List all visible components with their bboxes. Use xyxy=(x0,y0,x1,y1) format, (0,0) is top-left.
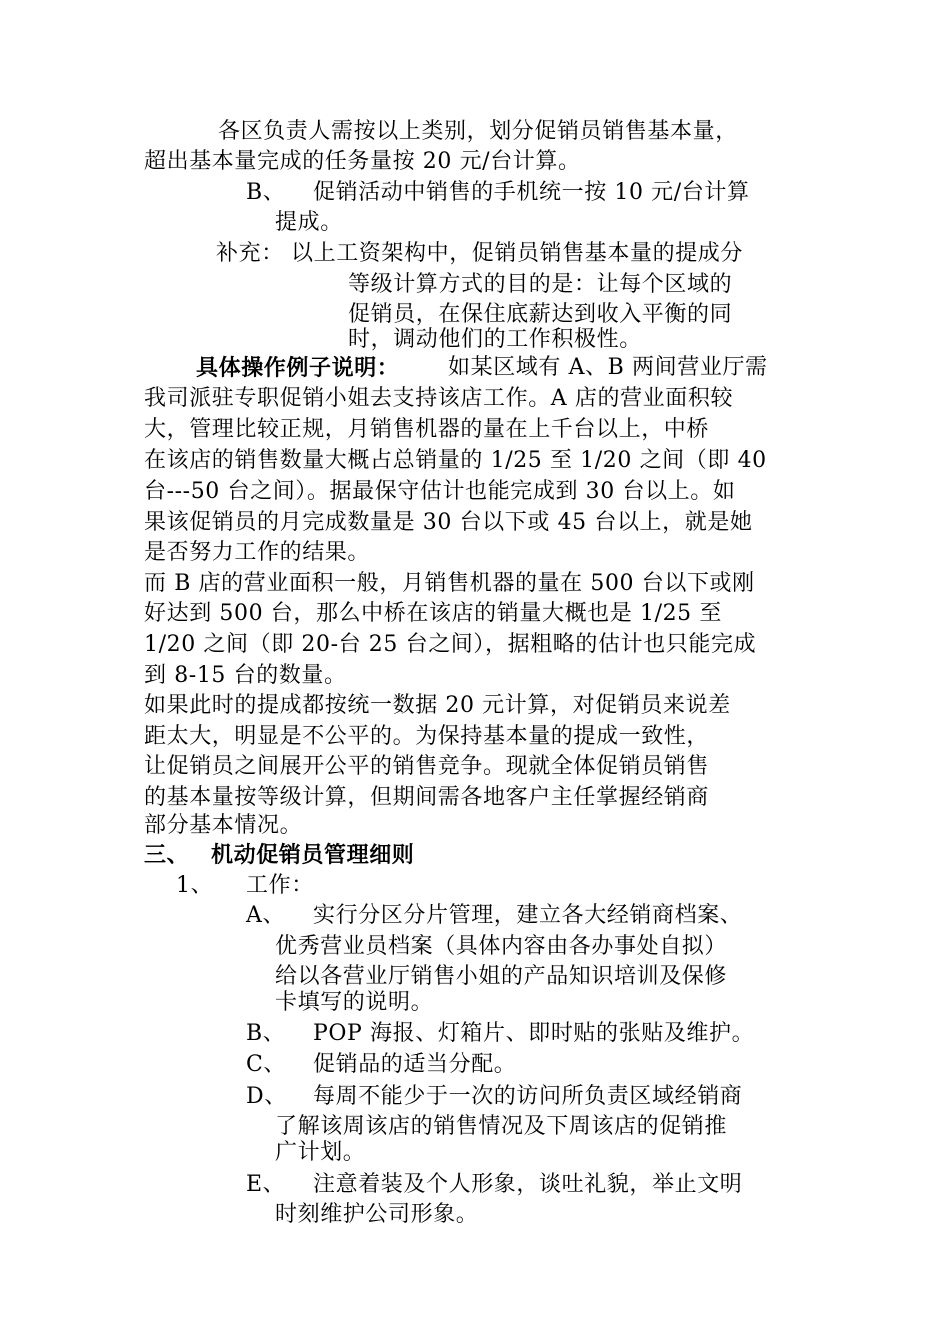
list-title: 工作： xyxy=(246,873,314,898)
list-item-line: 实行分区分片管理，建立各大经销商档案、 xyxy=(313,903,743,928)
list-marker: E、 xyxy=(246,1172,286,1197)
paragraph-line: 好达到 500 台，那么中桥在该店的销量大概也是 1/25 至 xyxy=(144,601,722,626)
paragraph-line: 各区负责人需按以上类别，划分促销员销售基本量， xyxy=(218,119,738,144)
list-item-line: 促销品的适当分配。 xyxy=(313,1052,517,1077)
paragraph-line: 超出基本量完成的任务量按 20 元/台计算。 xyxy=(144,149,581,174)
list-item-line: 注意着装及个人形象，谈吐礼貌，举止文明 xyxy=(313,1172,743,1197)
paragraph-line: 是否努力工作的结果。 xyxy=(144,540,371,565)
paragraph-line: 在该店的销售数量大概占总销量的 1/25 至 1/20 之间（即 40 xyxy=(144,448,767,473)
list-marker: D、 xyxy=(246,1084,287,1109)
paragraph-line: 果该促销员的月完成数量是 30 台以下或 45 台以上，就是她 xyxy=(144,510,753,535)
paragraph-line: 到 8-15 台的数量。 xyxy=(144,663,347,688)
paragraph-line: 如果此时的提成都按统一数据 20 元计算，对促销员来说差 xyxy=(144,693,731,718)
paragraph-line: 而 B 店的营业面积一般，月销售机器的量在 500 台以下或刚 xyxy=(144,571,755,596)
paragraph-line: 我司派驻专职促销小姐去支持该店工作。A 店的营业面积较 xyxy=(144,386,734,411)
paragraph-line: 1/20 之间（即 20-台 25 台之间），据粗略的估计也只能完成 xyxy=(144,632,757,657)
list-marker: A、 xyxy=(246,903,286,928)
list-item-line: 时刻维护公司形象。 xyxy=(275,1202,479,1227)
list-number: 1、 xyxy=(176,873,214,898)
paragraph-line: 部分基本情况。 xyxy=(144,813,303,838)
paragraph-line: 等级计算方式的目的是：让每个区域的 xyxy=(348,272,733,297)
section-number: 三、 xyxy=(144,842,190,868)
section-title: 机动促销员管理细则 xyxy=(211,842,415,868)
paragraph-line: 的基本量按等级计算，但期间需各地客户主任掌握经销商 xyxy=(144,785,710,810)
list-item-line: 了解该周该店的销售情况及下周该店的促销推 xyxy=(275,1114,728,1139)
list-item-line: POP 海报、灯箱片、即时贴的张贴及维护。 xyxy=(313,1021,755,1046)
paragraph-line: 台---50 台之间）。据最保守估计也能完成到 30 台以上。如 xyxy=(144,479,736,504)
list-marker: B、 xyxy=(246,180,286,205)
list-item-line: 给以各营业厅销售小姐的产品知识培训及保修 xyxy=(275,964,728,989)
paragraph-line: 时，调动他们的工作积极性。 xyxy=(348,327,642,352)
list-item-line: 优秀营业员档案（具体内容由各办事处自拟） xyxy=(275,934,728,959)
paragraph-line: 促销活动中销售的手机统一按 10 元/台计算 xyxy=(313,180,750,205)
list-item-line: 每周不能少于一次的访问所负责区域经销商 xyxy=(313,1084,743,1109)
paragraph-line: 大，管理比较正规，月销售机器的量在上千台以上，中桥 xyxy=(144,417,710,442)
list-marker: B、 xyxy=(246,1021,286,1046)
supplement-label: 补充： xyxy=(216,241,284,266)
paragraph-line: 如某区域有 A、B 两间营业厅需 xyxy=(448,355,768,380)
paragraph-line: 促销员，在保住底薪达到收入平衡的同 xyxy=(348,302,733,327)
list-item-line: 广计划。 xyxy=(275,1140,366,1165)
paragraph-line: 以上工资架构中，促销员销售基本量的提成分 xyxy=(291,241,744,266)
paragraph-line: 提成。 xyxy=(275,210,343,235)
list-marker: C、 xyxy=(246,1052,287,1077)
paragraph-line: 让促销员之间展开公平的销售竞争。现就全体促销员销售 xyxy=(144,754,710,779)
list-item-line: 卡填写的说明。 xyxy=(275,990,434,1015)
paragraph-line: 距太大，明显是不公平的。为保持基本量的提成一致性， xyxy=(144,724,710,749)
example-title: 具体操作例子说明： xyxy=(196,355,400,381)
